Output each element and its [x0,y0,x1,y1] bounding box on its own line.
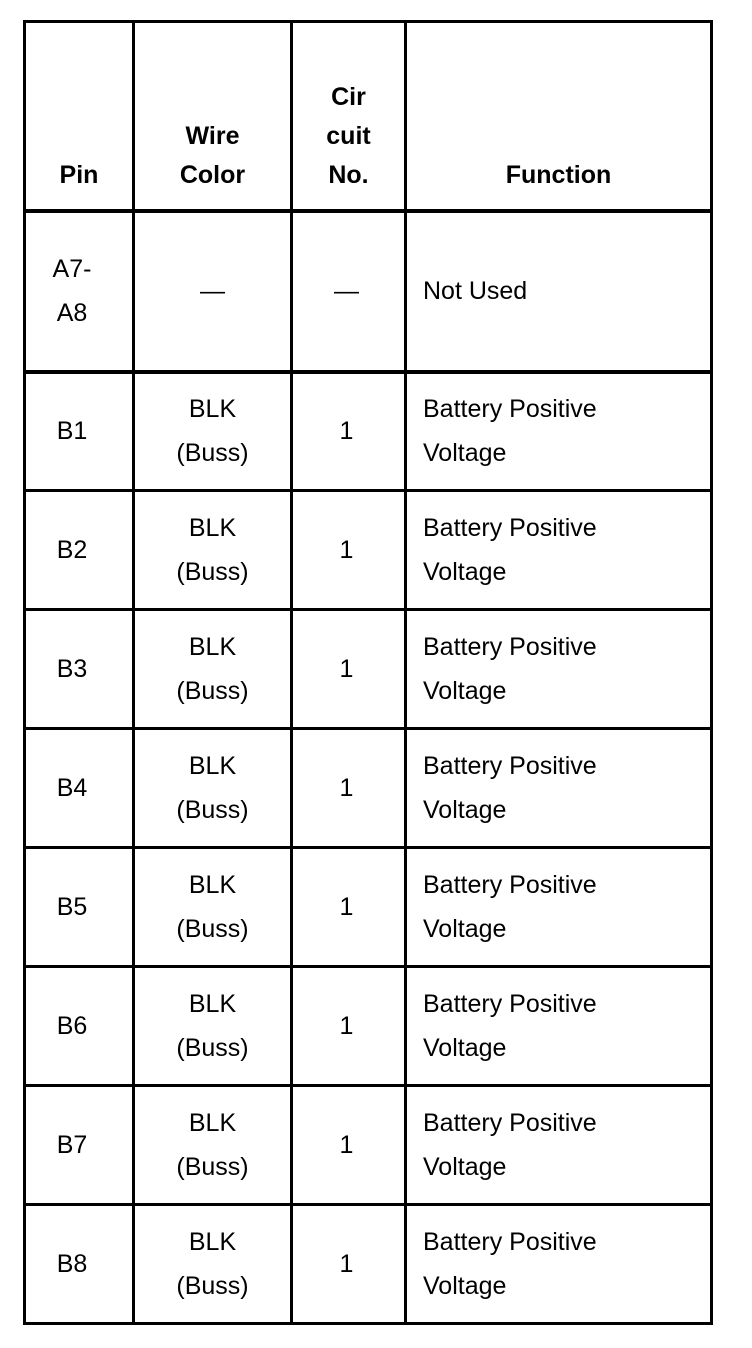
pin-cell: B6 [25,967,134,1086]
wire-color-cell: — [134,211,292,372]
connector-pinout-table [23,20,713,1325]
circuit-no-cell: 1 [292,610,406,729]
function-cell: Battery Positive Voltage [406,848,712,967]
pin-cell: B3 [25,610,134,729]
circuit-no-cell: 1 [292,372,406,491]
function-cell: Battery Positive Voltage [406,729,712,848]
wire-color-cell: BLK (Buss) [134,729,292,848]
header-wire-color: Wire Color [134,22,292,211]
table-row [25,211,712,372]
function-cell: Battery Positive Voltage [406,967,712,1086]
table-body [25,211,712,1324]
pin-cell: B2 [25,491,134,610]
header-pin: Pin [25,22,134,211]
circuit-no-cell: 1 [292,1205,406,1324]
table-row [25,967,712,1086]
function-cell: Not Used [406,211,712,372]
wire-color-cell: BLK (Buss) [134,491,292,610]
wire-color-cell: BLK (Buss) [134,967,292,1086]
pin-cell: B1 [25,372,134,491]
wire-color-cell: BLK (Buss) [134,848,292,967]
header-function: Function [406,22,712,211]
function-cell: Battery Positive Voltage [406,1205,712,1324]
pin-cell: A7- A8 [25,211,134,372]
pin-cell: B5 [25,848,134,967]
circuit-no-cell: 1 [292,1086,406,1205]
circuit-no-cell: 1 [292,848,406,967]
circuit-no-cell: — [292,211,406,372]
table-row [25,491,712,610]
table-header [25,22,712,211]
header-circuit-no: Cir cuit No. [292,22,406,211]
table-row [25,372,712,491]
table-row [25,1086,712,1205]
circuit-no-cell: 1 [292,729,406,848]
wire-color-cell: BLK (Buss) [134,1205,292,1324]
function-cell: Battery Positive Voltage [406,491,712,610]
table-row [25,848,712,967]
function-cell: Battery Positive Voltage [406,372,712,491]
header-row [25,22,712,211]
function-cell: Battery Positive Voltage [406,1086,712,1205]
table-row [25,610,712,729]
function-cell: Battery Positive Voltage [406,610,712,729]
table-row [25,1205,712,1324]
pin-cell: B4 [25,729,134,848]
circuit-no-cell: 1 [292,967,406,1086]
circuit-no-cell: 1 [292,491,406,610]
wire-color-cell: BLK (Buss) [134,610,292,729]
wire-color-cell: BLK (Buss) [134,372,292,491]
wire-color-cell: BLK (Buss) [134,1086,292,1205]
pin-cell: B7 [25,1086,134,1205]
table-row [25,729,712,848]
pin-cell: B8 [25,1205,134,1324]
